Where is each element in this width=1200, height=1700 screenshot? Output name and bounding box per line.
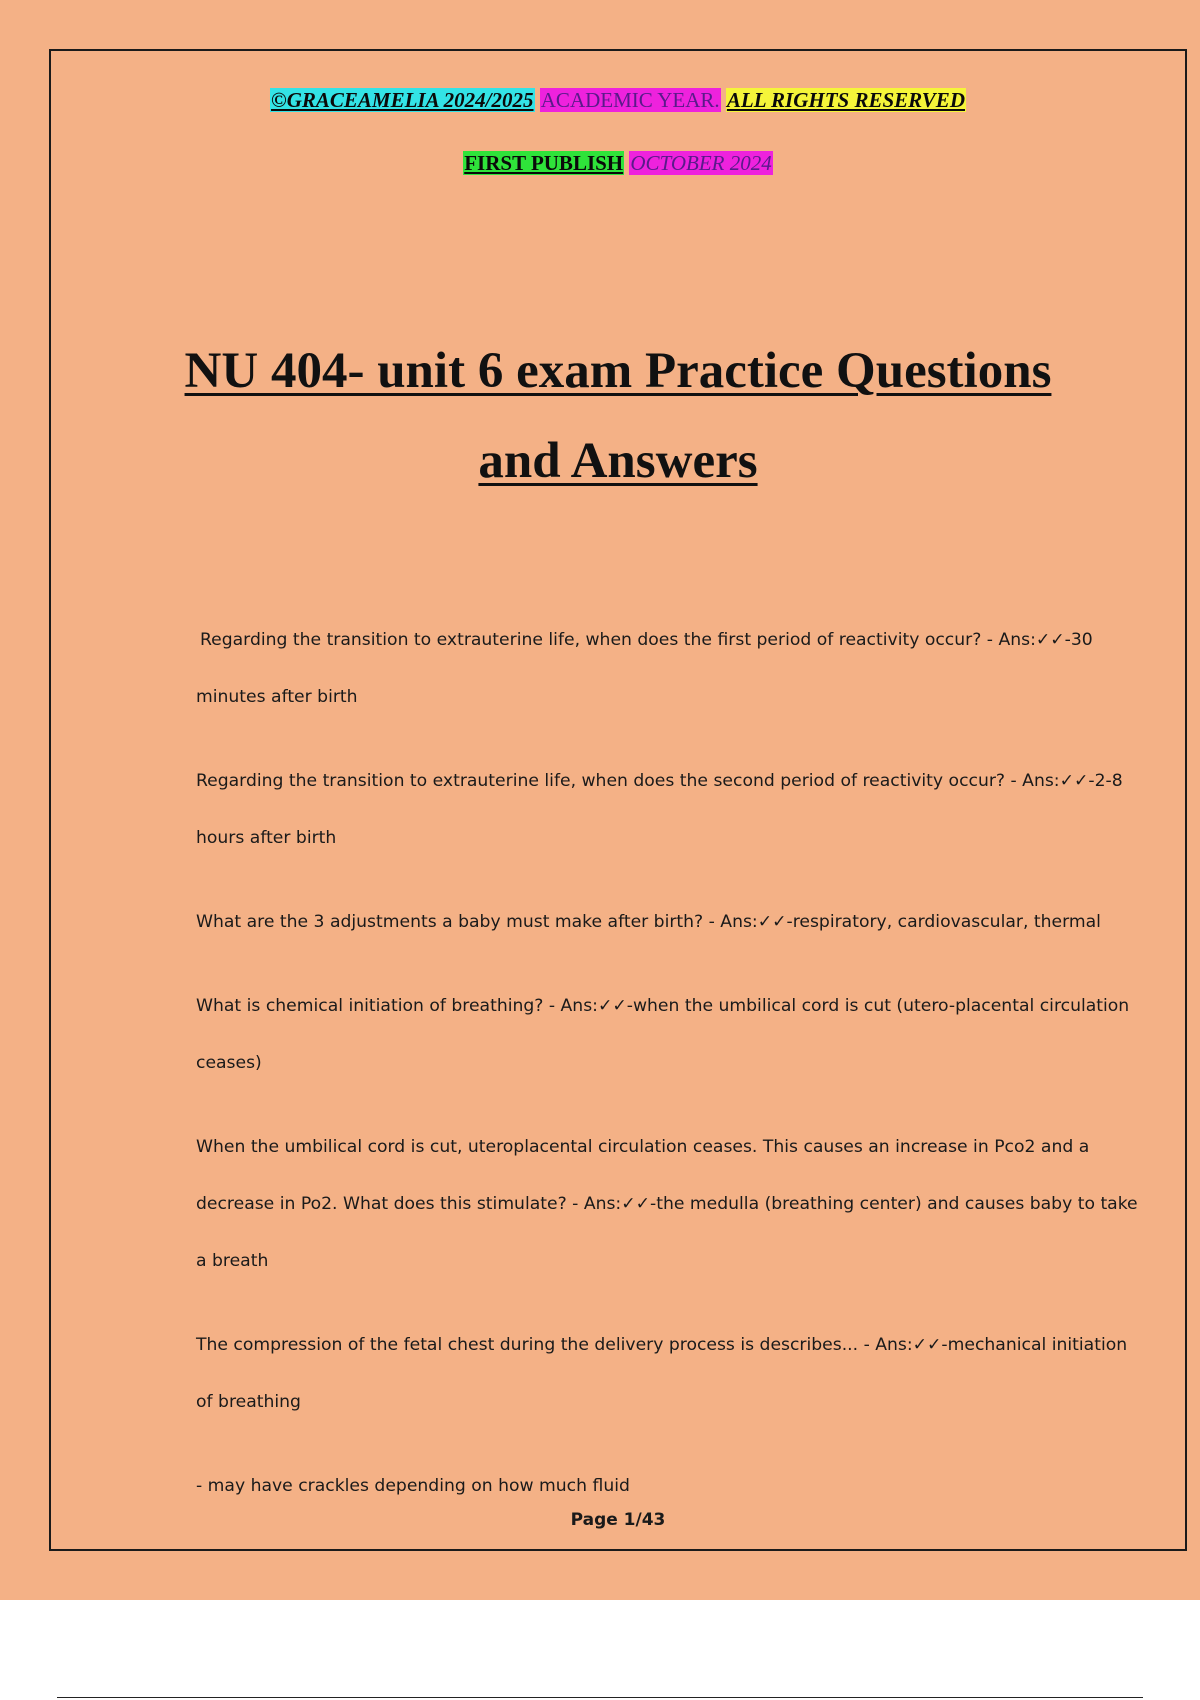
page-number: Page 1/43 [570,1510,666,1530]
title-line-2: and Answers [478,433,758,489]
document-title [51,326,1185,506]
qa-item: Regarding the transition to extrauterine life, when does the first period of reactivity occur? - Ans:✓✓-30 minutes after birth [196,630,1093,707]
copyright-header [51,87,1185,113]
rights-reserved-text: ALL RIGHTS RESERVED [726,88,965,112]
qa-item: The compression of the fetal chest during the delivery process is describes... - Ans:✓✓-mechanical initiation of breathing [196,1335,1128,1412]
qa-item: What are the 3 adjustments a baby must make after birth? - Ans:✓✓-respiratory, cardiovascular, thermal [196,912,1101,932]
next-page-divider [57,1697,1143,1698]
title-line-1: NU 404- unit 6 exam Practice Questions [184,343,1052,399]
qa-item: Regarding the transition to extrauterine life, when does the second period of reactivity occur? - Ans:✓✓-2-8 hours after birth [196,771,1123,848]
qa-item: When the umbilical cord is cut, uteroplacental circulation ceases. This causes an increase in Pco2 and a decrease in Po2. What does this stimulate? - Ans:✓✓-the medulla (breathing center) and causes baby to take a breath [196,1137,1138,1271]
qa-list [196,612,1141,1542]
first-publish-text: FIRST PUBLISH [464,151,624,175]
page-border [49,49,1187,1551]
qa-item: What is chemical initiation of breathing? - Ans:✓✓-when the umbilical cord is cut (utero-placental circulation ceases) [196,996,1130,1073]
copyright-text: ©GRACEAMELIA 2024/2025 [271,88,534,112]
academic-year-text: ACADEMIC YEAR. [540,88,720,112]
publish-header [51,150,1185,176]
qa-item: - may have crackles depending on how much fluid [196,1476,630,1496]
publish-date-text: OCTOBER 2024 [630,151,772,175]
